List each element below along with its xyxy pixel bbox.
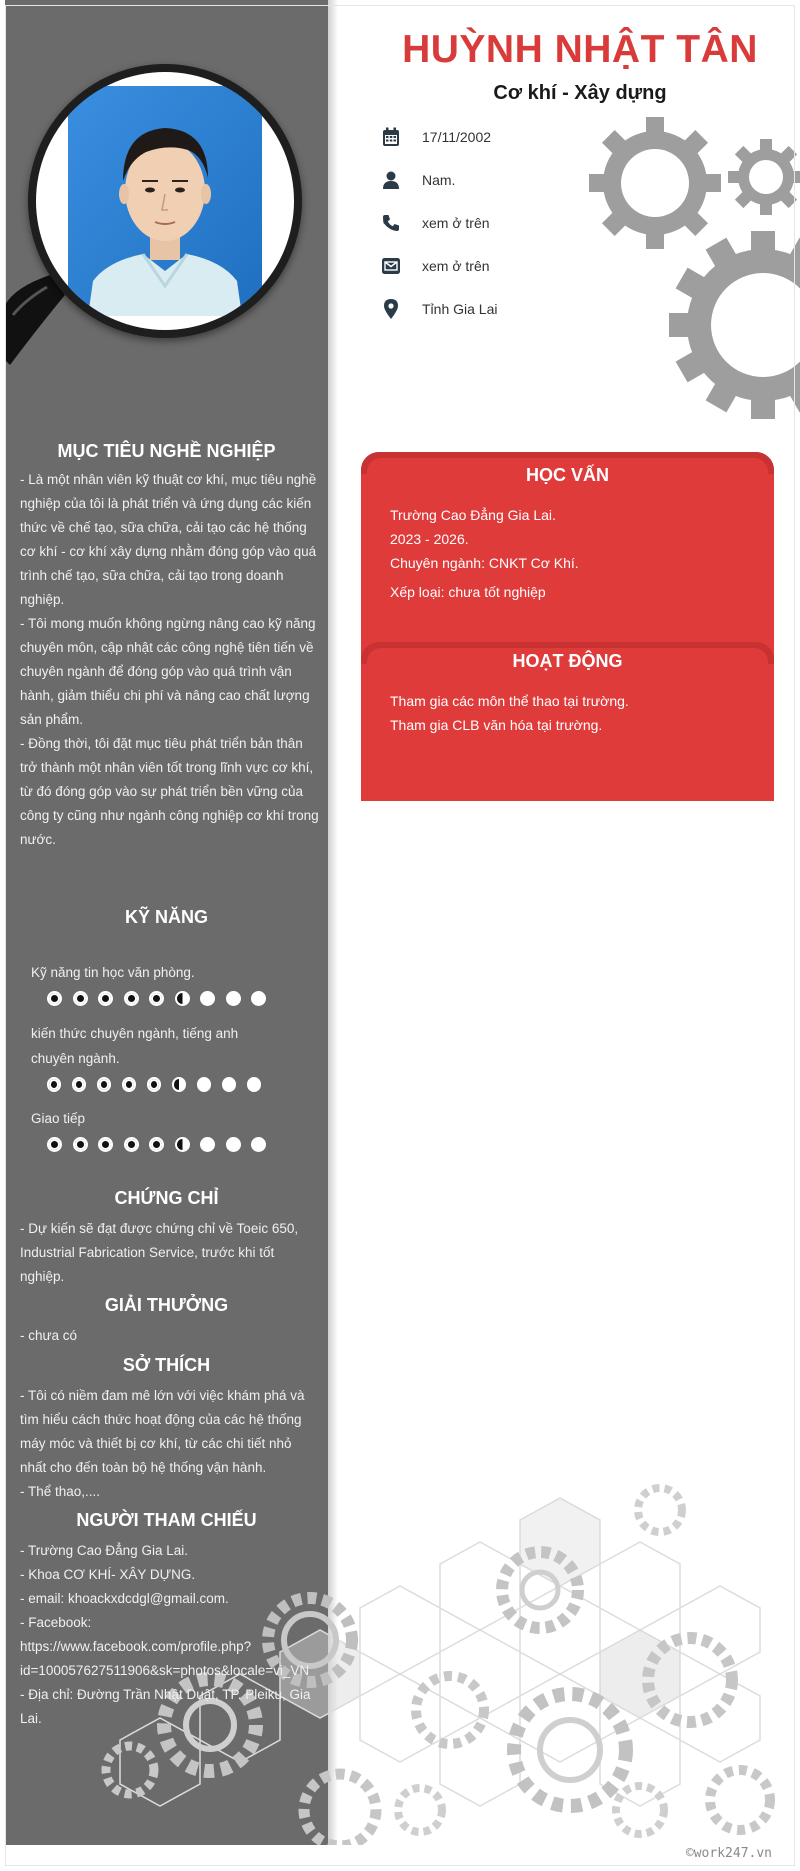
calendar-icon (380, 126, 402, 148)
rating-dot (47, 1077, 61, 1092)
portrait-photo (68, 86, 262, 316)
activities-heading: HOẠT ĐỘNG (512, 651, 623, 671)
rating-dot (122, 1077, 136, 1092)
skills-heading: KỸ NĂNG (124, 907, 208, 927)
activity-line: Tham gia CLB văn hóa tại trường. (390, 717, 603, 733)
gears-icon (585, 115, 800, 420)
references-text (20, 1539, 340, 1731)
rating-dot (197, 1077, 211, 1092)
skill-item (31, 1106, 291, 1152)
activities-text (390, 689, 760, 737)
education-heading: HỌC VẤN (525, 465, 609, 485)
candidate-name: HUỲNH NHẬT TÂN (402, 28, 758, 71)
rating-dot (251, 1137, 266, 1152)
rating-dot (98, 991, 113, 1006)
job-title: Cơ khí - Xây dựng (493, 82, 667, 104)
rating-dot (124, 1137, 139, 1152)
contact-text: xem ở trên (422, 215, 490, 231)
avatar (36, 72, 294, 330)
contact-phone (380, 211, 490, 235)
skill-item (31, 960, 291, 1006)
references-heading: NGƯỜI THAM CHIẾU (76, 1510, 257, 1530)
reference-line: - email: khoackxdcdgl@gmail.com. (20, 1591, 229, 1606)
hobbies-paragraph: - Tôi có niềm đam mê lớn với việc khám phá và tìm hiểu cách thức hoạt động của các hệ thống máy móc và thiết bị cơ khí, từ các chi tiết nhỏ nhất cho đến toàn bộ hệ thống vận hành. (20, 1388, 305, 1475)
rating-dot (200, 991, 215, 1006)
rating-dot (172, 1077, 186, 1092)
map-marker-icon (380, 298, 402, 320)
skill-name: Kỹ năng tin học văn phòng. (31, 965, 195, 980)
skill-rating (47, 1077, 261, 1092)
objective-text (20, 468, 320, 852)
objective-paragraph: - Là một nhân viên kỹ thuật cơ khí, mục tiêu nghề nghiệp của tôi là phát triển và ứng dụng các kiến thức về chế tạo, sữa chữa, cải tạo các hệ thống cơ khí - cơ khí xây dựng nhằm đóng góp vào quá trình chế tạo, sữa chữa, cải tạo trong doanh nghiệp. (20, 472, 317, 607)
rating-dot (98, 1137, 113, 1152)
rating-dot (73, 991, 88, 1006)
contact-email (380, 254, 490, 278)
objective-heading: MỤC TIÊU NGHỀ NGHIỆP (57, 441, 276, 461)
reference-line: - Facebook: (20, 1615, 92, 1630)
reference-line: id=100057627511906&sk=photos&locale=vi_VN (20, 1663, 310, 1678)
education-text (390, 503, 760, 604)
activity-line: Tham gia các môn thể thao tại trường. (390, 693, 629, 709)
rating-dot (97, 1077, 111, 1092)
skill-rating (47, 1137, 291, 1152)
hobbies-heading: SỞ THÍCH (122, 1355, 211, 1375)
contact-gender (380, 168, 455, 192)
contact-text: Nam. (422, 172, 456, 188)
certificates-text: - Dự kiến sẽ đạt được chứng chỉ về Toeic 650, Industrial Fabrication Service, trước khi tốt nghiệp. (20, 1221, 299, 1284)
certificates-heading: CHỨNG CHỈ (114, 1188, 219, 1208)
phone-icon (380, 212, 402, 234)
contact-birthdate (380, 125, 491, 149)
reference-line: Lai. (20, 1711, 42, 1726)
objective-paragraph: - Tôi mong muốn không ngừng nâng cao kỹ năng chuyên môn, cập nhật các công nghệ tiên tiến về chuyên ngành để đóng góp vào quá trình vận hành, giảm thiểu chi phí và nâng cao chất lượng sản phẩm. (20, 616, 316, 727)
hobbies-paragraph: - Thể thao,.... (20, 1484, 101, 1499)
skill-name: Giao tiếp (31, 1111, 86, 1126)
rating-dot (47, 1137, 62, 1152)
education-line: Chuyên ngành: CNKT Cơ Khí. (390, 555, 579, 571)
objective-paragraph: - Đồng thời, tôi đặt mục tiêu phát triển bản thân trở thành một nhân viên tốt trong lĩnh vực cơ khí, từ đó đóng góp vào sự phát triển bền vững của công ty cũng như ngành công nghiệp cơ khí trong nước. (20, 736, 319, 847)
reference-line: - Trường Cao Đẳng Gia Lai. (20, 1543, 188, 1558)
reference-line: - Địa chỉ: Đường Trần Nhật Duật, TP. Pleiku, Gia (20, 1687, 311, 1702)
rating-dot (247, 1077, 261, 1092)
watermark: ©work247.vn (685, 1846, 772, 1861)
awards-text: - chưa có (20, 1328, 78, 1343)
rating-dot (175, 991, 190, 1006)
skill-name: kiến thức chuyên ngành, tiếng anh chuyên ngành. (31, 1026, 239, 1066)
envelope-icon (380, 255, 402, 277)
rating-dot (149, 991, 164, 1006)
contact-text: 17/11/2002 (422, 129, 492, 145)
contact-text: xem ở trên (422, 258, 490, 274)
user-icon (380, 169, 402, 191)
rating-dot (147, 1077, 161, 1092)
education-line: Trường Cao Đẳng Gia Lai. (390, 507, 556, 523)
rating-dot (251, 991, 266, 1006)
rating-dot (72, 1077, 86, 1092)
rating-dot (226, 991, 241, 1006)
education-line: 2023 - 2026. (390, 531, 469, 547)
rating-dot (226, 1137, 241, 1152)
rating-dot (200, 1137, 215, 1152)
skill-rating (47, 991, 291, 1006)
rating-dot (175, 1137, 190, 1152)
awards-heading: GIẢI THƯỞNG (104, 1295, 229, 1315)
reference-line: https://www.facebook.com/profile.php? (20, 1639, 252, 1654)
rating-dot (124, 991, 139, 1006)
contact-address (380, 297, 497, 321)
rating-dot (149, 1137, 164, 1152)
rating-dot (73, 1137, 88, 1152)
contact-text: Tỉnh Gia Lai (422, 301, 498, 317)
education-line: Xếp loại: chưa tốt nghiệp (390, 584, 546, 600)
skill-item (31, 1021, 261, 1092)
rating-dot (47, 991, 62, 1006)
reference-line: - Khoa CƠ KHÍ- XÂY DỰNG. (20, 1567, 196, 1582)
rating-dot (222, 1077, 236, 1092)
